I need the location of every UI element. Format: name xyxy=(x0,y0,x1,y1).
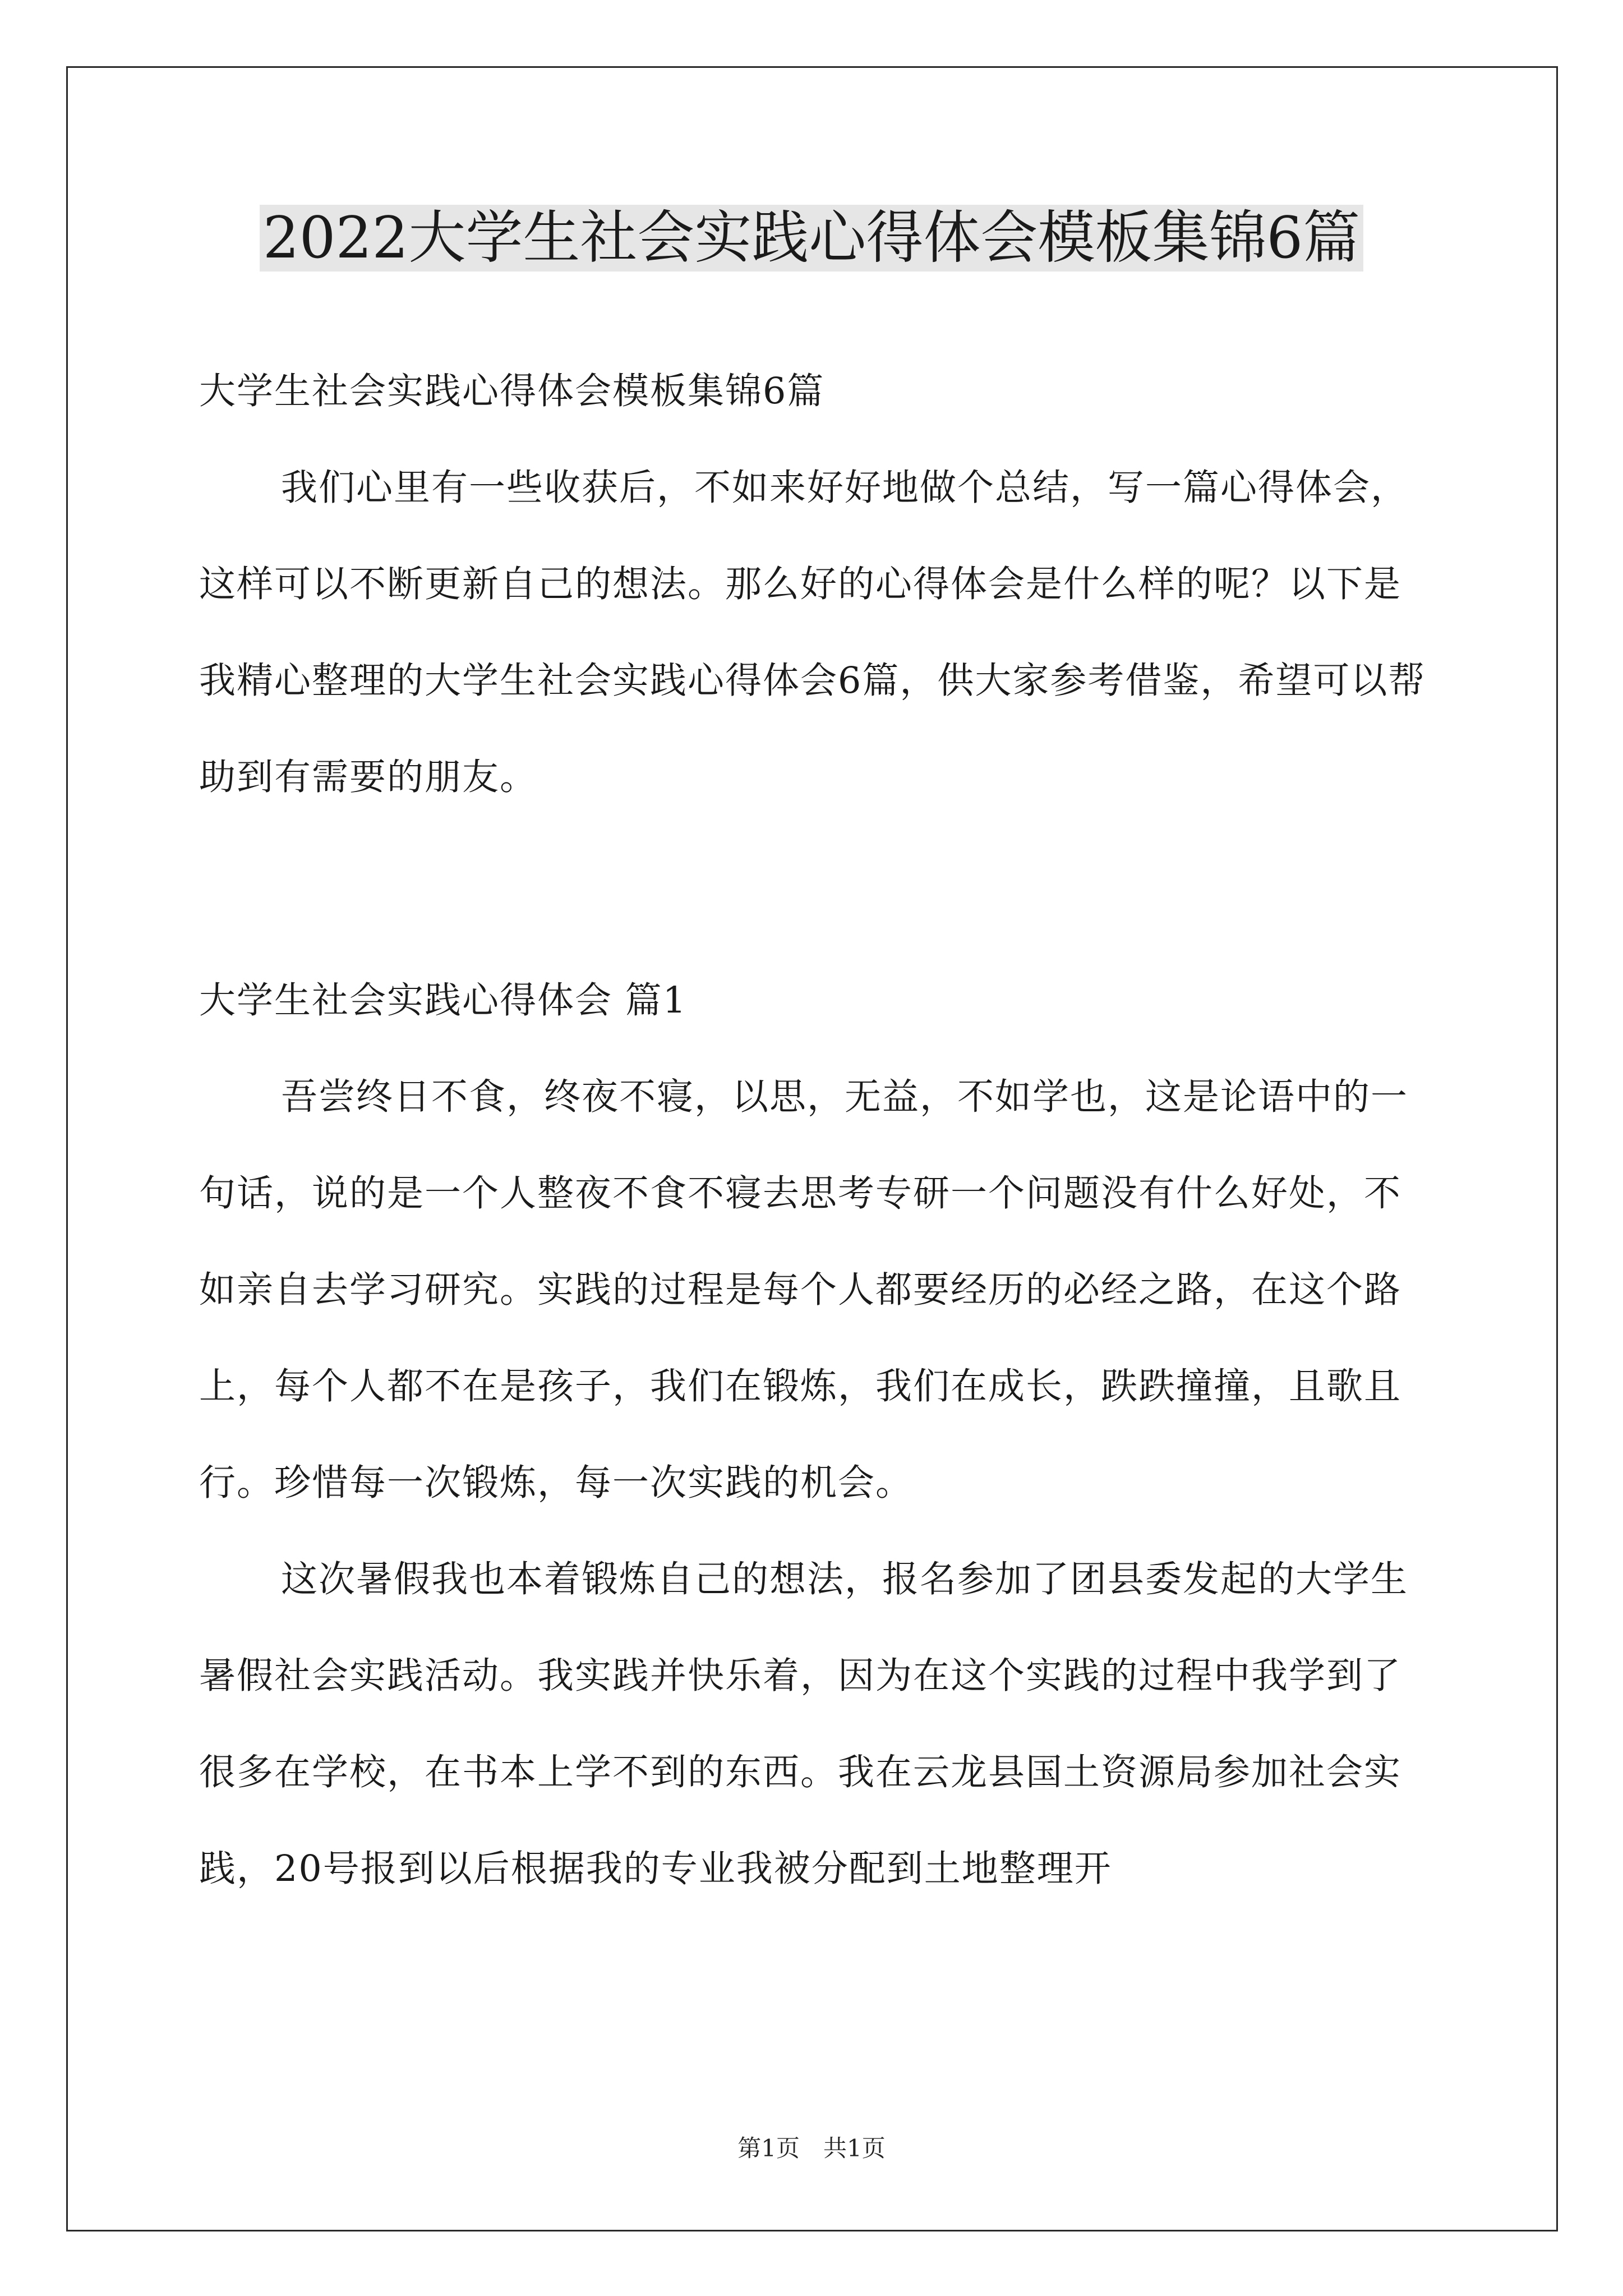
section-heading: 大学生社会实践心得体会 篇1 xyxy=(199,979,688,1022)
body-paragraph-1: 吾尝终日不食，终夜不寝，以思，无益，不如学也，这是论语中的一句话，说的是一个人整夜不食不寝去思考专研一个问题没有什么好处，不如亲自去学习研究。实践的过程是每个人都要经历的必经之路，在这个路上，每个人都不在是孩子，我们在锻炼，我们在成长，跌跌撞撞，且歌且行。珍惜每一次锻炼，每一次实践的机会。 xyxy=(199,1076,1409,1504)
document-title xyxy=(0,199,1623,278)
intro-paragraph: 我们心里有一些收获后，不如来好好地做个总结，写一篇心得体会，这样可以不断更新自己的想法。那么好的心得体会是什么样的呢？以下是我精心整理的大学生社会实践心得体会6篇，供大家参考借鉴，希望可以帮助到有需要的朋友。 xyxy=(199,467,1426,798)
document-title-text: 2022大学生社会实践心得体会模板集锦6篇 xyxy=(260,205,1363,272)
page-number-footer: 第1页 共1页 xyxy=(737,2134,886,2162)
body-paragraph-2: 这次暑假我也本着锻炼自己的想法，报名参加了团县委发起的大学生暑假社会实践活动。我实践并快乐着，因为在这个实践的过程中我学到了很多在学校，在书本上学不到的东西。我在云龙县国土资源局参加社会实践，20号报到以后根据我的专业我被分配到土地整理开 xyxy=(199,1558,1409,1890)
document-subtitle: 大学生社会实践心得体会模板集锦6篇 xyxy=(199,370,825,412)
